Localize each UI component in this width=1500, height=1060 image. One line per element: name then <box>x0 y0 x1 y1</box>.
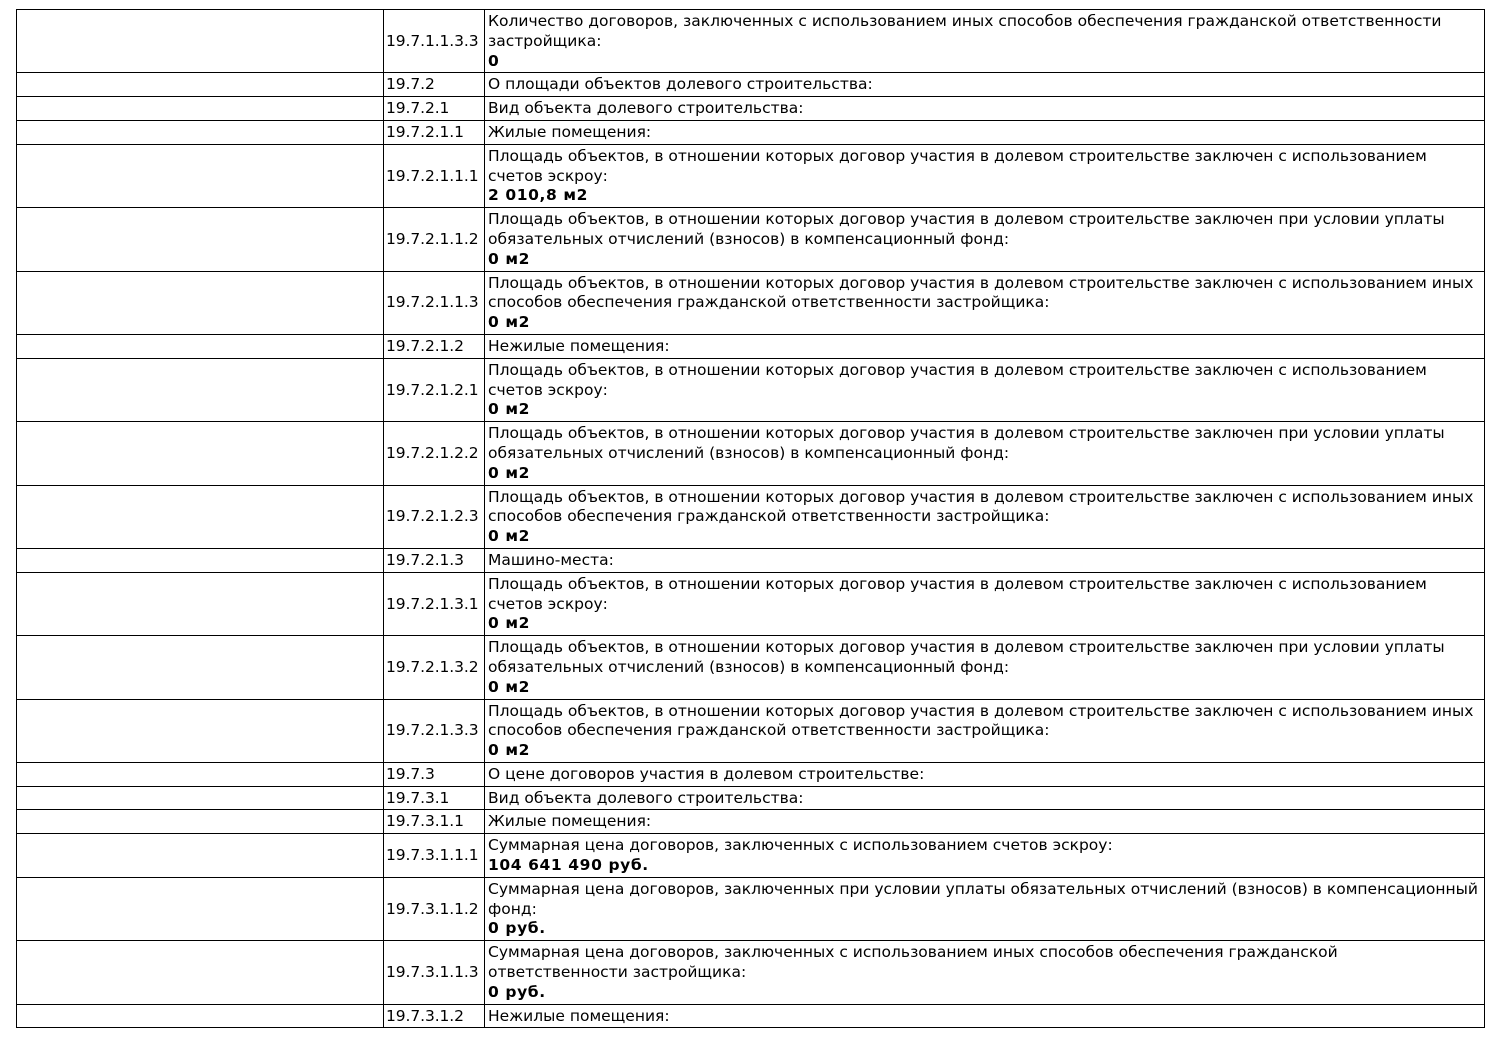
item-label: Суммарная цена договоров, заключенных при условии уплаты обязательных отчислений (взносов) в компенсационный фонд: <box>488 879 1478 918</box>
item-label: Суммарная цена договоров, заключенных с использованием иных способов обеспечения гражданской ответственности застройщика: <box>488 943 1338 982</box>
item-value: 0 м2 <box>488 677 531 696</box>
table-row <box>17 810 1485 834</box>
empty-cell <box>17 762 384 786</box>
item-content <box>485 572 1485 635</box>
table-body <box>17 10 1485 1028</box>
table-row <box>17 208 1485 271</box>
item-label: Площадь объектов, в отношении которых договор участия в долевом строительстве заключен с использованием счетов эскроу: <box>488 146 1427 185</box>
item-label: Площадь объектов, в отношении которых договор участия в долевом строительстве заключен с использованием иных способов обеспечения гражданской ответственности застройщика: <box>488 273 1474 312</box>
table-row <box>17 10 1485 73</box>
item-label: Нежилые помещения: <box>488 336 670 355</box>
item-content <box>485 97 1485 121</box>
item-content <box>485 73 1485 97</box>
item-content <box>485 144 1485 207</box>
item-content <box>485 485 1485 548</box>
item-code: 19.7.2.1.3.3 <box>384 699 485 762</box>
item-code: 19.7.3.1.1.2 <box>384 877 485 940</box>
item-code: 19.7.2.1.2.2 <box>384 422 485 485</box>
item-content <box>485 762 1485 786</box>
item-content <box>485 208 1485 271</box>
table-row <box>17 877 1485 940</box>
item-value: 0 м2 <box>488 400 531 419</box>
empty-cell <box>17 10 384 73</box>
table-row <box>17 699 1485 762</box>
item-content <box>485 699 1485 762</box>
table-row <box>17 1004 1485 1028</box>
empty-cell <box>17 144 384 207</box>
item-label: О цене договоров участия в долевом строительстве: <box>488 764 925 783</box>
item-code: 19.7.2 <box>384 73 485 97</box>
table-row <box>17 485 1485 548</box>
table-row <box>17 73 1485 97</box>
empty-cell <box>17 941 384 1004</box>
item-label: Площадь объектов, в отношении которых договор участия в долевом строительстве заключен с использованием иных способов обеспечения гражданской ответственности застройщика: <box>488 487 1474 526</box>
item-value: 0 руб. <box>488 919 546 938</box>
table-row <box>17 358 1485 421</box>
empty-cell <box>17 358 384 421</box>
item-value: 0 м2 <box>488 527 531 546</box>
empty-cell <box>17 786 384 810</box>
item-content <box>485 834 1485 878</box>
item-value: 0 <box>488 51 500 70</box>
empty-cell <box>17 834 384 878</box>
item-content <box>485 271 1485 334</box>
item-content <box>485 810 1485 834</box>
empty-cell <box>17 636 384 699</box>
item-value: 0 м2 <box>488 313 531 332</box>
item-code: 19.7.3.1.1.3 <box>384 941 485 1004</box>
item-code: 19.7.2.1.1.2 <box>384 208 485 271</box>
item-code: 19.7.3.1.1 <box>384 810 485 834</box>
item-label: Площадь объектов, в отношении которых договор участия в долевом строительстве заключен при условии уплаты обязательных отчислений (взносов) в компенсационный фонд: <box>488 210 1445 248</box>
empty-cell <box>17 877 384 940</box>
item-code: 19.7.2.1.2.3 <box>384 485 485 548</box>
item-value: 0 м2 <box>488 741 531 760</box>
empty-cell <box>17 485 384 548</box>
empty-cell <box>17 572 384 635</box>
item-code: 19.7.3.1.1.1 <box>384 834 485 878</box>
table-row <box>17 97 1485 121</box>
table-row <box>17 762 1485 786</box>
table-row <box>17 144 1485 207</box>
item-value: 0 м2 <box>488 463 531 482</box>
item-label: Жилые помещения: <box>488 122 652 141</box>
item-value: 0 м2 <box>488 614 531 633</box>
item-label: Жилые помещения: <box>488 812 652 831</box>
empty-cell <box>17 548 384 572</box>
item-content <box>485 786 1485 810</box>
table-row <box>17 334 1485 358</box>
item-content <box>485 358 1485 421</box>
item-label: Суммарная цена договоров, заключенных с использованием счетов эскроу: <box>488 836 1113 855</box>
item-code: 19.7.2.1.3 <box>384 548 485 572</box>
empty-cell <box>17 208 384 271</box>
table-row <box>17 941 1485 1004</box>
item-code: 19.7.2.1.3.1 <box>384 572 485 635</box>
item-content <box>485 1004 1485 1028</box>
item-label: Площадь объектов, в отношении которых договор участия в долевом строительстве заключен с использованием иных способов обеспечения гражданской ответственности застройщика: <box>488 701 1474 740</box>
item-content <box>485 120 1485 144</box>
item-code: 19.7.2.1.2.1 <box>384 358 485 421</box>
item-content <box>485 10 1485 73</box>
empty-cell <box>17 97 384 121</box>
table-row <box>17 636 1485 699</box>
table-row <box>17 120 1485 144</box>
table-row <box>17 834 1485 878</box>
item-value: 2 010,8 м2 <box>488 186 589 205</box>
item-label: Вид объекта долевого строительства: <box>488 99 804 118</box>
item-code: 19.7.2.1.1.1 <box>384 144 485 207</box>
item-label: Площадь объектов, в отношении которых договор участия в долевом строительстве заключен при условии уплаты обязательных отчислений (взносов) в компенсационный фонд: <box>488 424 1445 462</box>
empty-cell <box>17 120 384 144</box>
item-code: 19.7.2.1.2 <box>384 334 485 358</box>
item-content <box>485 334 1485 358</box>
item-value: 0 руб. <box>488 982 546 1001</box>
item-label: О площади объектов долевого строительства: <box>488 75 873 94</box>
table-row <box>17 548 1485 572</box>
table-row <box>17 786 1485 810</box>
item-code: 19.7.2.1.1.3 <box>384 271 485 334</box>
item-content <box>485 877 1485 940</box>
item-value: 0 м2 <box>488 249 531 268</box>
item-label: Площадь объектов, в отношении которых договор участия в долевом строительстве заключен при условии уплаты обязательных отчислений (взносов) в компенсационный фонд: <box>488 638 1445 676</box>
declaration-table <box>16 9 1485 1028</box>
item-code: 19.7.3.1.2 <box>384 1004 485 1028</box>
item-content <box>485 422 1485 485</box>
empty-cell <box>17 271 384 334</box>
item-label: Площадь объектов, в отношении которых договор участия в долевом строительстве заключен с использованием счетов эскроу: <box>488 360 1427 399</box>
empty-cell <box>17 699 384 762</box>
item-label: Нежилые помещения: <box>488 1006 670 1025</box>
item-code: 19.7.2.1.3.2 <box>384 636 485 699</box>
item-code: 19.7.2.1.1 <box>384 120 485 144</box>
item-content <box>485 636 1485 699</box>
item-content <box>485 548 1485 572</box>
item-label: Вид объекта долевого строительства: <box>488 788 804 807</box>
empty-cell <box>17 334 384 358</box>
item-value: 104 641 490 руб. <box>488 856 649 875</box>
table-row <box>17 572 1485 635</box>
table-row <box>17 271 1485 334</box>
item-content <box>485 941 1485 1004</box>
item-code: 19.7.1.1.3.3 <box>384 10 485 73</box>
item-label: Площадь объектов, в отношении которых договор участия в долевом строительстве заключен с использованием счетов эскроу: <box>488 574 1427 613</box>
empty-cell <box>17 422 384 485</box>
empty-cell <box>17 73 384 97</box>
item-label: Машино-места: <box>488 550 614 569</box>
item-code: 19.7.3.1 <box>384 786 485 810</box>
item-code: 19.7.2.1 <box>384 97 485 121</box>
item-code: 19.7.3 <box>384 762 485 786</box>
empty-cell <box>17 810 384 834</box>
empty-cell <box>17 1004 384 1028</box>
table-row <box>17 422 1485 485</box>
item-label: Количество договоров, заключенных с использованием иных способов обеспечения гражданской ответственности застройщика: <box>488 12 1442 50</box>
